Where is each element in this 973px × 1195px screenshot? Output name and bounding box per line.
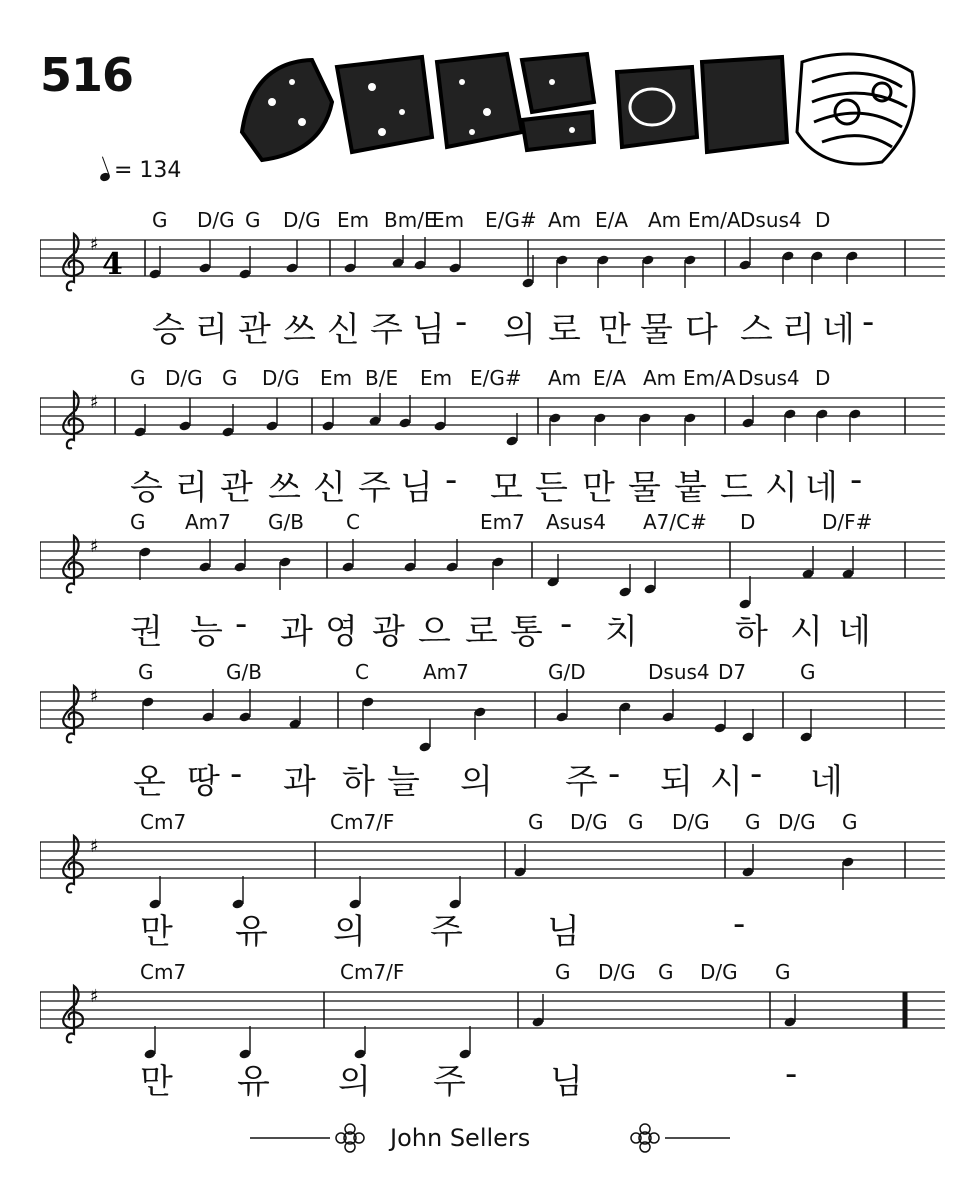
chord-symbol: G: [745, 810, 761, 834]
lyric-syllable: 로: [548, 310, 581, 350]
chord-symbol: D7: [718, 660, 747, 684]
chord-symbol: G: [152, 208, 168, 232]
chord-symbol: G/D: [548, 660, 586, 684]
chord-symbol: G: [130, 366, 146, 390]
lyric-syllable: 주: [433, 1062, 466, 1102]
lyric-syllable: 만: [140, 1062, 173, 1102]
lyric-syllable: 신: [313, 468, 346, 508]
chord-symbol: D: [740, 510, 756, 534]
chord-symbol: G: [775, 960, 791, 984]
chord-symbol: E/A: [593, 366, 627, 390]
key-signature-sharp: ♯: [90, 986, 99, 1007]
lyric-syllable: 시: [790, 612, 823, 652]
chord-symbol: G: [628, 810, 644, 834]
chord-symbol: Dsus4: [648, 660, 710, 684]
lyric-syllable: -: [560, 604, 573, 644]
flower-icon: [631, 1124, 659, 1152]
lyric-syllable: 주: [430, 912, 463, 952]
lyric-syllable: 승: [130, 468, 163, 508]
chord-symbol: E/A: [595, 208, 629, 232]
lyric-syllable: 과: [283, 762, 316, 802]
lyric-syllable: 으: [418, 612, 451, 652]
chord-symbol: G: [555, 960, 571, 984]
chord-symbol: E/G#: [470, 366, 522, 390]
chord-symbol: Dsus4: [740, 208, 802, 232]
lyric-syllable: -: [733, 904, 746, 944]
lyric-syllable: 시: [710, 762, 743, 802]
music-staff: [40, 982, 945, 1062]
treble-clef-icon: [63, 234, 83, 290]
lyric-syllable: 리: [782, 310, 815, 350]
chord-symbol: D: [815, 366, 831, 390]
chord-symbol: Em: [320, 366, 353, 390]
chord-symbol: Em/A: [688, 208, 741, 232]
lyric-syllable: 님: [400, 468, 433, 508]
chord-symbol: Em/A: [683, 366, 736, 390]
lyric-syllable: -: [785, 1054, 798, 1094]
key-signature-sharp: ♯: [90, 536, 99, 557]
chord-symbol: G: [130, 510, 146, 534]
lyric-syllable: 로: [465, 612, 498, 652]
chord-symbol: Am: [643, 366, 677, 390]
chord-symbol: D/G: [570, 810, 608, 834]
chord-symbol: G: [528, 810, 544, 834]
lyric-syllable: 관: [238, 310, 271, 350]
chord-symbol: Em: [420, 366, 453, 390]
chord-symbol: Bm/E: [384, 208, 437, 232]
chord-symbol: D/G: [165, 366, 203, 390]
lyric-syllable: 영: [325, 612, 358, 652]
song-number: 516: [40, 48, 134, 102]
lyric-syllable: -: [862, 302, 875, 342]
lyric-syllable: 리: [175, 468, 208, 508]
lyric-syllable: 든: [535, 468, 568, 508]
lyric-syllable: -: [235, 604, 248, 644]
chord-symbol: Dsus4: [738, 366, 800, 390]
chord-symbol: Em: [337, 208, 370, 232]
lyric-syllable: 모: [490, 468, 523, 508]
lyric-syllable: 되: [660, 762, 693, 802]
chord-symbol: Am7: [185, 510, 231, 534]
quarter-note-icon: [99, 172, 111, 183]
lyric-syllable: -: [850, 460, 863, 500]
chord-symbol: C: [346, 510, 360, 534]
lyric-syllable: 유: [237, 1062, 270, 1102]
treble-clef-icon: [63, 686, 83, 742]
lyric-syllable: 리: [195, 310, 228, 350]
chord-symbol: Cm7: [140, 810, 187, 834]
key-signature-sharp: ♯: [90, 836, 99, 857]
lyric-syllable: 의: [333, 912, 366, 952]
chord-symbol: Em7: [480, 510, 525, 534]
lyric-syllable: 과: [280, 612, 313, 652]
lyric-syllable: -: [455, 302, 468, 342]
chord-symbol: B/E: [365, 366, 399, 390]
lyric-syllable: 의: [460, 762, 493, 802]
lyric-syllable: 님: [412, 310, 445, 350]
chord-symbol: Am: [548, 208, 582, 232]
chord-symbol: Am: [648, 208, 682, 232]
lyric-syllable: 승: [152, 310, 185, 350]
lyric-syllable: 네: [805, 468, 838, 508]
lyric-syllable: 주: [370, 310, 403, 350]
treble-clef-icon: [63, 536, 83, 592]
lyric-syllable: 온: [133, 762, 166, 802]
key-signature-sharp: ♯: [90, 234, 99, 255]
treble-clef-icon: [63, 836, 83, 892]
lyric-syllable: 늘: [387, 762, 420, 802]
lyric-syllable: 물: [628, 468, 661, 508]
treble-clef-icon: [63, 986, 83, 1042]
chord-symbol: G: [138, 660, 154, 684]
lyric-syllable: 네: [822, 310, 855, 350]
title-art-image: [222, 42, 922, 172]
lyric-syllable: 네: [810, 762, 843, 802]
lyric-syllable: 치: [605, 612, 638, 652]
lyric-syllable: 붙: [674, 468, 707, 508]
lyric-syllable: 능: [190, 612, 223, 652]
chord-symbol: D/G: [598, 960, 636, 984]
lyric-syllable: 시: [765, 468, 798, 508]
music-staff: [40, 230, 945, 310]
flower-icon: [336, 1124, 364, 1152]
lyric-syllable: 만: [582, 468, 615, 508]
author-credit: John Sellers: [390, 1124, 531, 1152]
chord-symbol: G/B: [226, 660, 262, 684]
chord-symbol: A7/C#: [643, 510, 707, 534]
chord-symbol: G: [800, 660, 816, 684]
chord-symbol: G: [842, 810, 858, 834]
lyric-syllable: 쓰: [283, 310, 316, 350]
key-signature-sharp: ♯: [90, 392, 99, 413]
time-signature: 4: [102, 247, 123, 282]
music-staff: [40, 388, 945, 468]
treble-clef-icon: [63, 392, 83, 448]
music-staff: [40, 532, 945, 612]
title-artwork: [222, 42, 922, 172]
music-staff: [40, 832, 945, 912]
footer: [250, 1120, 730, 1160]
lyric-syllable: 스: [740, 310, 773, 350]
chord-symbol: D/G: [700, 960, 738, 984]
lyric-syllable: -: [230, 754, 243, 794]
lyric-syllable: 드: [720, 468, 753, 508]
lyric-syllable: 유: [235, 912, 268, 952]
lyric-syllable: -: [608, 754, 621, 794]
lyric-syllable: 다: [685, 310, 718, 350]
lyric-syllable: 주: [565, 762, 598, 802]
lyric-syllable: 관: [220, 468, 253, 508]
key-signature-sharp: ♯: [90, 686, 99, 707]
lyric-syllable: 통: [510, 612, 543, 652]
lyric-syllable: -: [445, 460, 458, 500]
lyric-syllable: 님: [550, 1062, 583, 1102]
lyric-syllable: 의: [503, 310, 536, 350]
chord-symbol: D/G: [778, 810, 816, 834]
chord-symbol: Cm7/F: [340, 960, 405, 984]
lyric-syllable: 권: [130, 612, 163, 652]
tempo-marking: [100, 158, 181, 183]
chord-symbol: G: [222, 366, 238, 390]
chord-symbol: Em: [432, 208, 465, 232]
lyric-syllable: 광: [372, 612, 405, 652]
chord-symbol: D/G: [672, 810, 710, 834]
chord-symbol: Asus4: [546, 510, 606, 534]
lyric-syllable: 신: [327, 310, 360, 350]
chord-symbol: C: [355, 660, 369, 684]
lyric-syllable: -: [750, 754, 763, 794]
lyric-syllable: 님: [547, 912, 580, 952]
lyric-syllable: 쓰: [268, 468, 301, 508]
chord-symbol: G/B: [268, 510, 304, 534]
lyric-syllable: 만: [140, 912, 173, 952]
chord-symbol: G: [658, 960, 674, 984]
chord-symbol: Am7: [423, 660, 469, 684]
chord-symbol: Cm7: [140, 960, 187, 984]
lyric-syllable: 네: [838, 612, 871, 652]
lyric-syllable: 만: [598, 310, 631, 350]
lyric-syllable: 주: [358, 468, 391, 508]
chord-symbol: D/G: [262, 366, 300, 390]
chord-symbol: G: [245, 208, 261, 232]
lyric-syllable: 하: [735, 612, 768, 652]
lyric-syllable: 물: [640, 310, 673, 350]
chord-symbol: D: [815, 208, 831, 232]
lyric-syllable: 땅: [187, 762, 220, 802]
chord-symbol: Am: [548, 366, 582, 390]
lyric-syllable: 하: [342, 762, 375, 802]
music-staff: [40, 682, 945, 762]
lyric-syllable: 의: [338, 1062, 371, 1102]
chord-symbol: Cm7/F: [330, 810, 395, 834]
tempo-value: = 134: [114, 158, 182, 183]
chord-symbol: D/G: [197, 208, 235, 232]
chord-symbol: E/G#: [485, 208, 537, 232]
chord-symbol: D/G: [283, 208, 321, 232]
chord-symbol: D/F#: [822, 510, 873, 534]
